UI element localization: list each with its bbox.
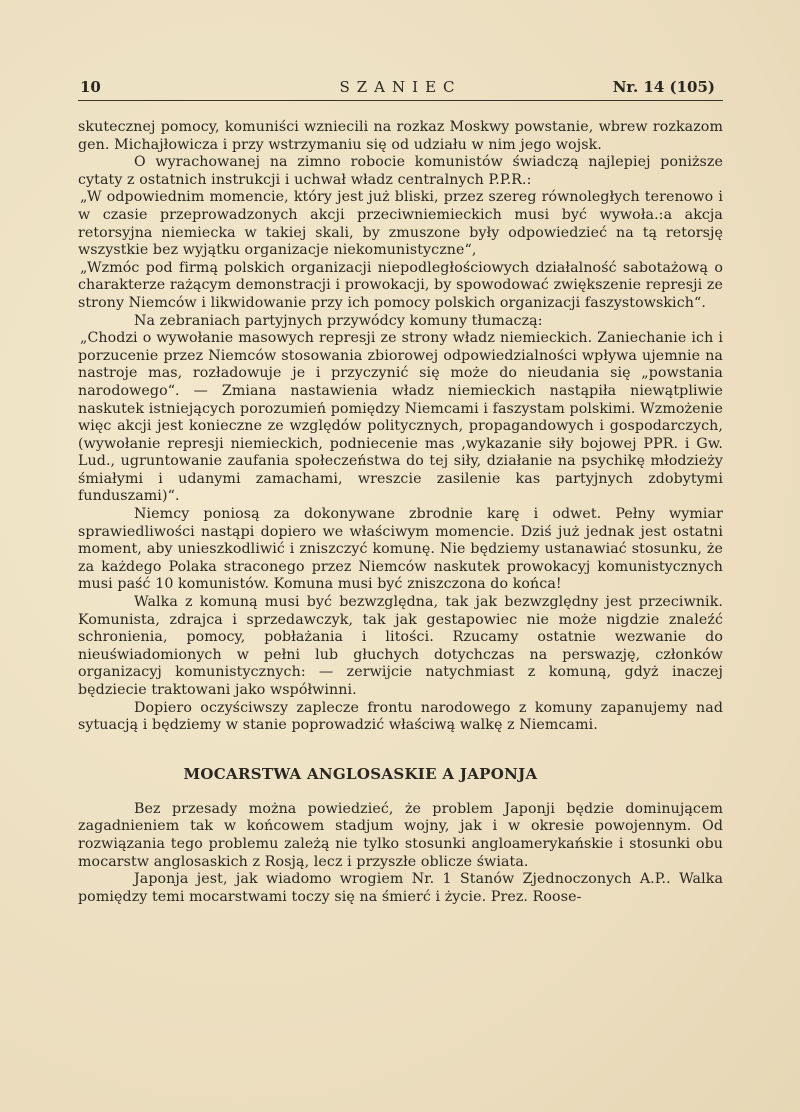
page-number: 10 [80,78,101,96]
publication-title: SZANIEC [339,78,462,96]
paragraph: Walka z komuną musi być bezwzględna, tak jak bezwzględny jest przeciwnik. Komunista, zdrajca i sprzedawczyk, tak jak gestapowiec nie może nigdzie znaleźć schronienia, pomocy, pobłażania i litości. Rzucamy ostatnie wezwanie do nieuświadomionych w pełni lub głuchych dotychczas na perswazję, członków organizacyj komunistycznych: — zerwijcie natychmiast z komuną, gdyż inaczej będziecie traktowani jako współwinni. [78,594,723,698]
page-header [78,74,723,100]
issue-number: Nr. 14 (105) [612,78,715,96]
newspaper-page [78,74,723,906]
article-communism [78,119,723,735]
quote-paragraph: „W odpowiednim momencie, który jest już bliski, przez szereg równoległych terenowo i w czasie przeprowadzonych akcji przeciwniemieckich musi być wywoła.:a akcja retorsyjna niemiecka w takiej skali, by zmuszone były odpowiedzieć na tą retorsję wszystkie bez wyjątku organizacje niekomunistyczne“, [78,189,723,259]
section-heading: MOCARSTWA ANGLOSASKIE A JAPONJA [183,764,538,783]
article-japan [78,801,723,907]
paragraph: O wyrachowanej na zimno robocie komunistów świadczą najlepiej poniższe cytaty z ostatnich instrukcji i uchwał władz centralnych P.P.R.: [78,154,723,188]
quote-paragraph: „Chodzi o wywołanie masowych represji ze strony władz niemieckich. Zaniechanie ich i porzucenie przez Niemców stosowania zbiorowej odpowiedzialności wpływa ujemnie na nastroje mas, rozładowuje je i przyczynić się może do nieudania się „powstania narodowego“. — Zmiana nastawienia władz niemieckich nastąpiła niewątpliwie naskutek istniejących porozumień pomiędzy Niemcami i faszystam polskimi. Wzmożenie więc akcji jest konieczne ze względów politycznych, propagandowych i gospodarczych, (wywołanie represji niemieckich, podniecenie mas ,wykazanie siły bojowej PPR. i Gw. Lud., ugruntowanie zaufania społeczeństwa do tej siły, działanie na psychikę młodzieży śmiałymi i udanymi zamachami, wreszcie zasilenie kas partyjnych zdobytymi funduszami)“. [78,330,723,505]
quote-paragraph: „Wzmóc pod firmą polskich organizacji niepodległościowych działalność sabotażową o charakterze rażącym demonstracji i prowokacji, by spowodować zwiększenie represji ze strony Niemców i likwidowanie przy ich pomocy polskich organizacji faszystowskich“. [78,259,723,311]
paragraph: Dopiero oczyściwszy zaplecze frontu narodowego z komuny zapanujemy nad sytuacją i będziemy w stanie poprowadzić właściwą walkę z Niemcami. [78,699,723,734]
paragraph: skutecznej pomocy, komuniści wzniecili na rozkaz Moskwy powstanie, wbrew rozkazom gen. Michajłowicza i przy wstrzymaniu się od udziału w nim jego wojsk. [78,119,723,153]
paragraph: Na zebraniach partyjnych przywódcy komuny tłumaczą: [134,312,543,329]
paragraph: Bez przesady można powiedzieć, że problem Japonji będzie dominującem zagadnieniem tak w końcowem stadjum wojny, jak i w okresie powojennym. Od rozwiązania tego problemu zależą nie tylko stosunki angloamerykańskie i stosunki obu mocarstw anglosaskich z Rosją, lecz i przyszłe oblicze świata. [78,800,723,870]
paragraph: Japonja jest, jak wiadomo wrogiem Nr. 1 Stanów Zjednoczonych A.P.. Walka pomiędzy temi mocarstwami toczy się na śmierć i życie. Prez. Roose- [78,871,723,905]
paragraph: Niemcy poniosą za dokonywane zbrodnie karę i odwet. Pełny wymiar sprawiedliwości nastąpi dopiero we właściwym momencie. Dziś już jednak jest ostatni moment, aby unieszkodliwić i zniszczyć komunę. Nie będziemy ustanawiać stosunku, że za każdego Polaka straconego przez Niemców naskutek prowokacyj komunistycznych musi paść 10 komunistów. Komuna musi być zniszczona do końca! [78,506,723,593]
header-rule [78,100,723,101]
